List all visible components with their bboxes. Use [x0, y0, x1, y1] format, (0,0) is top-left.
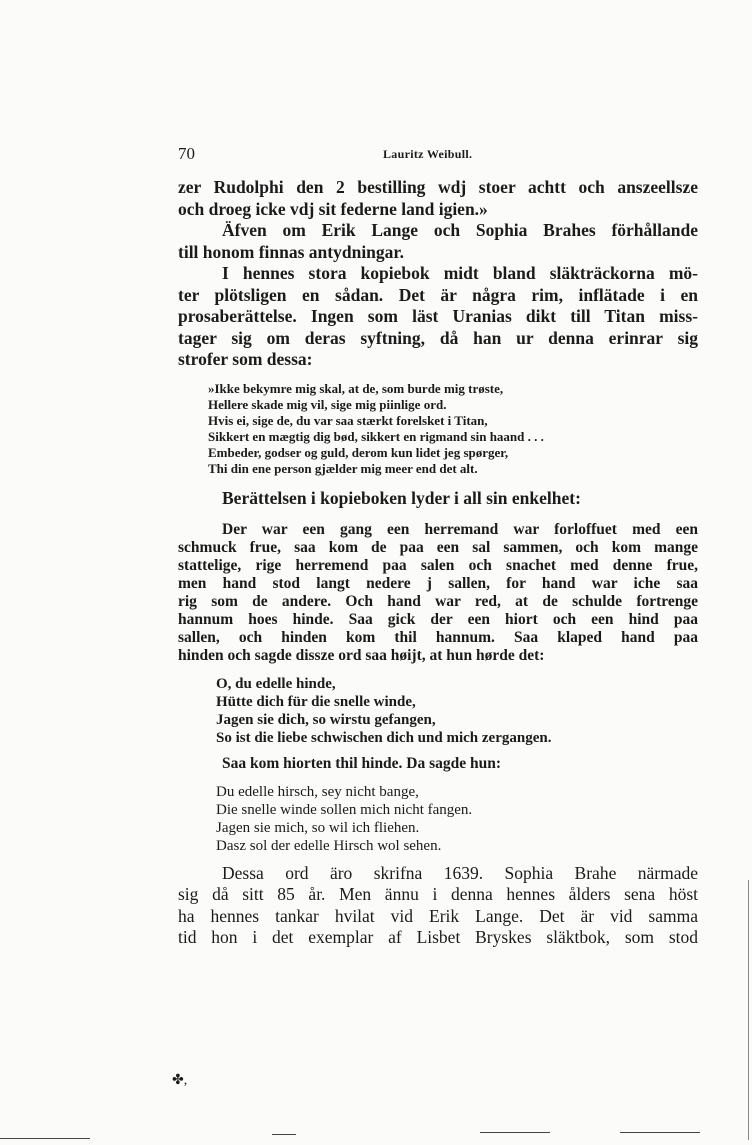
verse-line: O, du edelle hinde, — [216, 675, 336, 692]
text-line: I hennes stora kopiebok midt bland släkträckorna mö- — [222, 263, 698, 283]
text-line: tid hon i det exemplar af Lisbet Bryskes släktbok, som stod — [178, 927, 698, 947]
rhyme-hart — [216, 783, 698, 855]
lead-in-sentence: Berättelsen i kopieboken lyder i all sin enkelhet: — [222, 487, 581, 508]
text-line: prosaberättelse. Ingen som läst Uranias dikt till Titan miss- — [178, 306, 698, 326]
story-bridge-line: Saa kom hiorten thil hinde. Da sagde hun: — [222, 754, 502, 772]
quote-line: Der war een gang een herremand war forloffuet med een — [222, 520, 698, 538]
text-line: Dessa ord äro skrifna 1639. Sophia Brahe närmade — [222, 862, 698, 883]
verse-line: Hvis ei, sige de, du var saa stærkt forelsket i Titan, — [208, 412, 488, 428]
verse-line: Jagen sie dich, so wirstu gefangen, — [216, 711, 436, 728]
text-line: sig då sitt 85 år. Men ännu i denna hennes ålders sena höst — [178, 884, 698, 904]
quote-line: stattelige, rige herremend paa salen och snachet med denne frue, — [178, 556, 698, 574]
page-number: 70 — [178, 144, 195, 163]
quote-line: sallen, och hinden kom thil hannum. Saa klaped hand paa — [178, 628, 698, 646]
printer-mark: ✤, — [172, 1073, 188, 1088]
scan-rule — [620, 1132, 700, 1133]
story-quotation — [178, 521, 698, 665]
verse-line: Dasz sol der edelle Hirsch wol sehen. — [216, 837, 442, 854]
text-line: zer Rudolphi den 2 bestilling wdj stoer achtt och anszeellsze — [178, 177, 698, 197]
text-line: tager sig om deras syftning, då han ur denna erinrar sig — [178, 327, 698, 348]
paragraph-2 — [178, 220, 698, 263]
quote-line: hinden och sagde dissze ord saa høijt, at hun hørde det: — [178, 646, 545, 664]
verse-line: Du edelle hirsch, sey nicht bange, — [216, 783, 419, 800]
scan-rule — [480, 1132, 550, 1133]
verse-line: So ist die liebe schwischen dich und mich zergangen. — [216, 729, 552, 746]
verse-line: Die snelle winde sollen mich nicht fangen. — [216, 801, 473, 818]
text-line: ter plötsligen en sådan. Det är några rim, inflätade i en — [178, 284, 698, 305]
verse-line: Sikkert en mægtig dig bød, sikkert en rigmand sin haand . . . — [208, 428, 544, 444]
verse-quotation — [208, 381, 698, 477]
text-line: ha hennes tankar hvilat vid Erik Lange. Det är vid samma — [178, 905, 698, 926]
paragraph-1 — [178, 177, 698, 220]
running-head: Lauritz Weibull. — [383, 147, 473, 161]
verse-line: Thi din ene person gjælder mig meer end det alt. — [208, 460, 478, 476]
quote-line: schmuck frue, saa kom de paa een sal sammen, och kom mange — [178, 538, 698, 556]
text-line: Äfven om Erik Lange och Sophia Brahes förhållande — [222, 220, 698, 240]
verse-line: »Ikke bekymre mig skal, at de, som burde mig trøste, — [208, 380, 504, 396]
quote-line: hannum hoes hinde. Saa gick der een hiort och een hind paa — [178, 610, 698, 628]
text-line: till honom finnas antydningar. — [178, 241, 404, 262]
scan-edge — [748, 880, 749, 1140]
text-line: och droeg icke vdj sit federne land igien.» — [178, 198, 488, 219]
scan-rule — [272, 1134, 296, 1135]
rhyme-hind — [216, 675, 698, 747]
verse-line: Hellere skade mig vil, sige mig piinlige ord. — [208, 396, 447, 412]
quote-line: rig som de andere. Och hand war red, at de schulde fortrenge — [178, 592, 698, 610]
scan-rule — [0, 1138, 90, 1139]
verse-line: Jagen sie mich, so wil ich fliehen. — [216, 819, 420, 836]
quote-line: men hand stod langt nedere j sallen, for hand war iche saa — [178, 574, 698, 592]
paragraph-4 — [178, 863, 698, 949]
verse-line: Embeder, godser og guld, derom kun lidet jeg spørger, — [208, 444, 509, 460]
page-header — [178, 144, 698, 166]
paragraph-3 — [178, 263, 698, 371]
text-line: strofer som dessa: — [178, 349, 313, 369]
page-body — [178, 177, 698, 949]
verse-line: Hütte dich für die snelle winde, — [216, 693, 416, 710]
